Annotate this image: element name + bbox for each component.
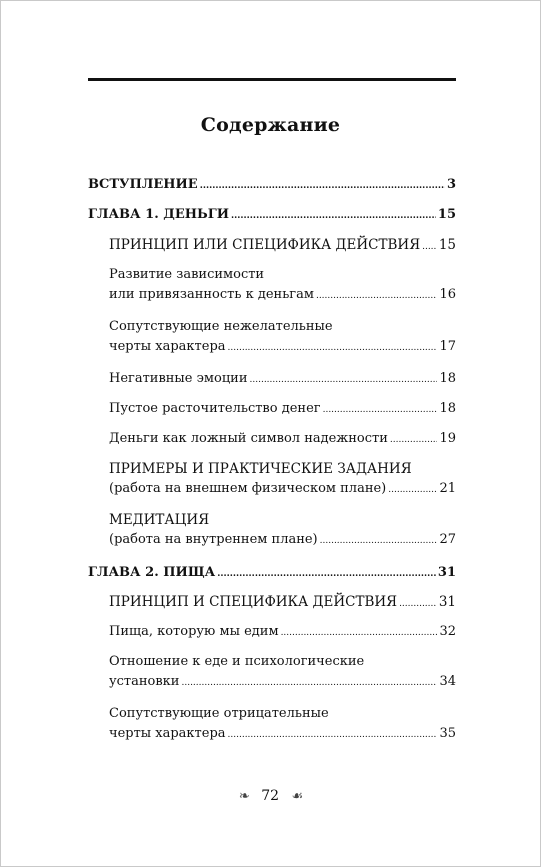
toc-label-line1: Отношение к еде и психологические [109,654,365,669]
ornament-left-icon: ❧ [238,789,249,804]
toc-label: установки [109,674,180,689]
toc-label: ПРИНЦИП И СПЕЦИФИКА ДЕЙСТВИЯ [109,594,398,610]
ornament-right-icon: ☙ [291,789,303,804]
leader-dots [316,289,438,303]
toc-label: Деньги как ложный символ надежности [109,431,388,446]
leader-dots [422,240,437,254]
leader-dots [320,534,438,548]
toc-label: черты характера [109,726,226,741]
toc-page: 16 [439,287,456,302]
toc-label: Пустое расточительство денег [109,401,321,416]
toc-entry-principle-1 [109,235,456,255]
toc-entry-chapter-2 [88,563,456,583]
leader-dots [390,433,438,447]
leader-dots [228,728,438,742]
toc-entry-traits-2 [109,704,456,744]
toc-page: 18 [439,401,456,416]
toc-label: Негативные эмоции [109,371,248,386]
toc-entry-waste [109,399,456,419]
toc-page: 35 [439,726,456,741]
toc-page: 31 [437,565,456,580]
toc-label-line1: Сопутствующие нежелательные [109,319,333,334]
toc-entry-principle-2 [109,592,456,612]
toc-page: 31 [438,594,456,610]
leader-dots [181,676,437,690]
toc-label: или привязанность к деньгам [109,287,314,302]
page-number: 72 [261,788,280,804]
leader-dots [217,567,436,581]
toc-page: 17 [439,339,456,354]
leader-dots [228,341,438,355]
toc-label: ПРИНЦИП ИЛИ СПЕЦИФИКА ДЕЙСТВИЯ [109,237,421,253]
top-rule [88,78,456,81]
toc-page: 15 [437,207,456,222]
toc-page: 3 [446,177,456,192]
leader-dots [281,626,438,640]
toc-entry-intro [88,175,456,195]
toc-label-line1: ПРИМЕРЫ И ПРАКТИЧЕСКИЕ ЗАДАНИЯ [109,461,412,477]
toc-label: (работа на внешнем физическом плане) [109,481,387,496]
toc-entry-meditation [109,510,456,550]
toc-page: 18 [439,371,456,386]
toc-page: 21 [439,481,456,496]
toc-label: Пища, которую мы едим [109,624,279,639]
toc-label-line1: МЕДИТАЦИЯ [109,512,210,528]
leader-dots [231,209,436,223]
leader-dots [388,483,437,497]
page-footer [0,788,541,804]
toc-entry-negative-emotions [109,369,456,389]
toc-label: черты характера [109,339,226,354]
leader-dots [200,179,445,193]
toc-page: 19 [439,431,456,446]
toc-entry-examples [109,459,456,499]
toc-entry-traits-1 [109,317,456,357]
toc-page: 34 [439,674,456,689]
toc-entry-dependence [109,265,456,305]
toc-page: 27 [439,532,456,547]
page-title: Содержание [200,114,341,136]
toc-entry-false-symbol [109,429,456,449]
toc-page: 15 [438,237,456,253]
toc-label-line1: Развитие зависимости [109,267,265,282]
toc-label: ГЛАВА 2. ПИЩА [88,565,216,580]
leader-dots [250,373,438,387]
toc-entry-food [109,622,456,642]
toc-label: (работа на внутреннем плане) [109,532,318,547]
toc-label: ГЛАВА 1. ДЕНЬГИ [88,207,229,222]
toc-label-line1: Сопутствующие отрицательные [109,706,329,721]
leader-dots [399,597,437,611]
toc-label: ВСТУПЛЕНИЕ [88,177,198,192]
leader-dots [323,403,438,417]
toc-page: 32 [439,624,456,639]
toc-entry-chapter-1 [88,205,456,225]
toc-entry-attitude [109,652,456,692]
